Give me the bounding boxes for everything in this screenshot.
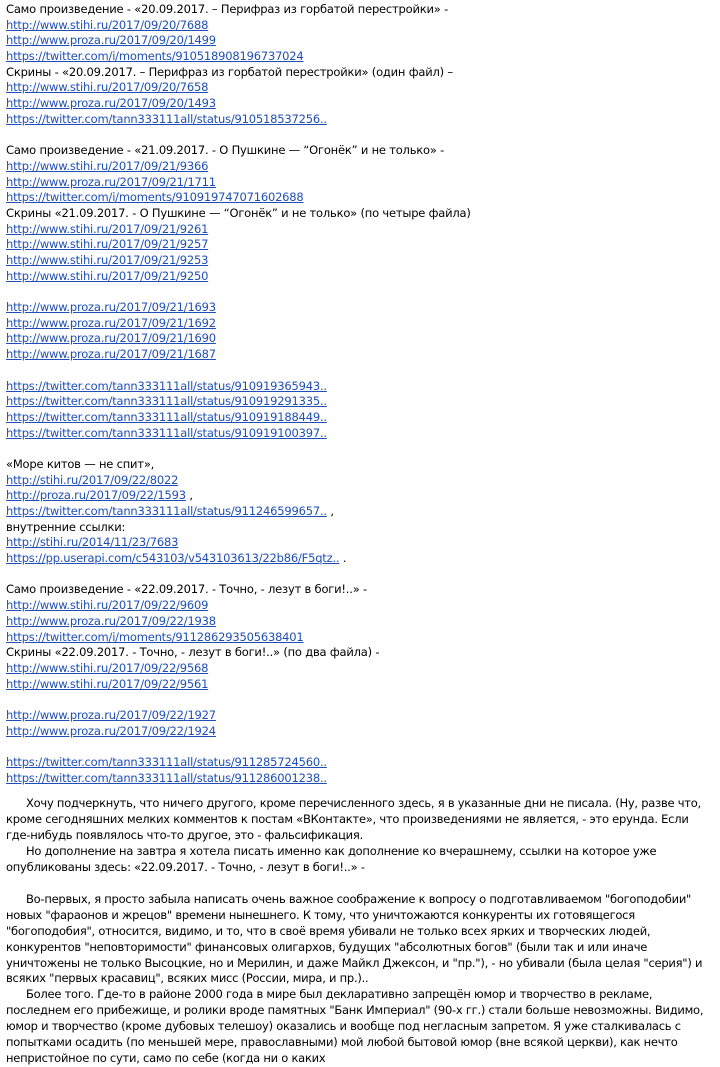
hyperlink[interactable]: http://www.proza.ru/2017/09/21/1711: [6, 174, 216, 189]
body-paragraph: Во-первых, я просто забыла написать очень важное соображение к вопросу о подготавливаемом "богоподобии" новых "фараонов и жрецов" времени нынешнего. К тому, что уничтожаются конкуренты их готовящегося "богоподобия", относится, видимо, и то, что в своё время убивали не только всех ярких и творческих людей, конкурентов "неповторимости" финансовых олигархов, будущих "абсолютных богов" (были так и или иначе уничтожены не только Высоцкие, но и Мерилин, и даже Майкл Джексон, и "пр."), - но убивали (была целая "серия") и всяких "первых красавиц", всяких мисс (России, мира, и пр.)..: [6, 891, 703, 986]
link-line: [6, 159, 714, 175]
text-line: [6, 520, 714, 536]
link-line: [6, 80, 714, 96]
link-line: [6, 331, 714, 347]
link-line: [6, 18, 714, 34]
hyperlink[interactable]: http://www.proza.ru/2017/09/22/1924: [6, 723, 216, 738]
hyperlink[interactable]: http://stihi.ru/2017/09/22/8022: [6, 472, 179, 487]
link-line: [6, 661, 714, 677]
link-list: [6, 2, 714, 786]
hyperlink[interactable]: http://proza.ru/2017/09/22/1593: [6, 488, 186, 503]
link-line: [6, 394, 714, 410]
link-line: [6, 614, 714, 630]
blank-line: [6, 739, 714, 755]
hyperlink[interactable]: https://twitter.com/tann333111all/status/910919100397..: [6, 425, 327, 440]
link-suffix: ,: [326, 504, 334, 518]
text-line: [6, 143, 714, 159]
hyperlink[interactable]: https://twitter.com/tann333111all/status/910919291335..: [6, 394, 327, 409]
body-paragraph: Но дополнение на завтра я хотела писать именно как дополнение ко вчерашнему, ссылки на которое уже опубликованы здесь: «22.09.2017. - Точно, - лезут в боги!..» -: [6, 844, 657, 874]
link-line: [6, 473, 714, 489]
link-line: [6, 677, 714, 693]
link-line: [6, 755, 714, 771]
hyperlink[interactable]: https://twitter.com/i/moments/911286293505638401: [6, 629, 304, 644]
text-line: [6, 206, 714, 222]
link-line: [6, 535, 714, 551]
link-line: [6, 33, 714, 49]
hyperlink[interactable]: http://www.proza.ru/2017/09/21/1690: [6, 331, 216, 346]
line-text: Скрины «22.09.2017. - Точно, - лезут в боги!..» (по два файла) -: [6, 645, 380, 660]
hyperlink[interactable]: https://twitter.com/tann333111all/status/910919188449..: [6, 409, 327, 424]
hyperlink[interactable]: http://www.stihi.ru/2017/09/21/9253: [6, 253, 209, 267]
link-line: [6, 112, 714, 128]
hyperlink[interactable]: http://www.stihi.ru/2017/09/21/9366: [6, 158, 209, 173]
link-line: [6, 708, 714, 724]
link-line: [6, 347, 714, 363]
hyperlink[interactable]: http://www.proza.ru/2017/09/20/1493: [6, 96, 216, 111]
hyperlink[interactable]: https://twitter.com/tann333111all/status/910919365943..: [6, 378, 327, 393]
blank-line: [6, 284, 714, 300]
line-text: Скрины - «20.09.2017. – Перифраз из горбатой перестройки» (один файл) –: [6, 64, 453, 79]
link-suffix: .: [339, 551, 347, 566]
hyperlink[interactable]: http://www.stihi.ru/2017/09/21/9257: [6, 237, 209, 252]
hyperlink[interactable]: http://www.stihi.ru/2017/09/22/9568: [6, 660, 209, 675]
hyperlink[interactable]: http://www.stihi.ru/2017/09/22/9561: [6, 676, 209, 691]
link-line: [6, 630, 714, 646]
hyperlink[interactable]: https://twitter.com/tann333111all/status/911285724560..: [6, 755, 327, 769]
link-line: [6, 551, 714, 567]
line-text: «Море китов — не спит»,: [6, 456, 155, 471]
body-paragraph: Более того. Где-то в районе 2000 года в мире был декларативно запрещён юмор и творчество в рекламе, последнем его прибежище, и ролики вроде памятных "Банк Империал" (90-х гг.) стали больше невозможны. Видимо, юмор и творчество (кроме дубовых телешоу) оказались и вообще под негласным запретом. Я уже сталкивалась с попытками осадить (по меньшей мере, православными) мой любой бытовой юмор (вне всякой церкви), как нечто непристойное по сути, само по себе (когда ни о каких: [6, 987, 704, 1065]
hyperlink[interactable]: https://twitter.com/tann333111all/status/910518537256..: [6, 111, 327, 126]
line-text: Само произведение - «22.09.2017. - Точно, - лезут в боги!..» -: [6, 582, 367, 597]
hyperlink[interactable]: http://stihi.ru/2014/11/23/7683: [6, 535, 179, 550]
hyperlink[interactable]: http://www.proza.ru/2017/09/22/1927: [6, 707, 216, 722]
link-line: [6, 426, 714, 442]
line-text: Само произведение - «20.09.2017. – Перифраз из горбатой перестройки» -: [6, 2, 449, 16]
link-line: [6, 300, 714, 316]
link-line: [6, 237, 714, 253]
link-line: [6, 771, 714, 787]
text-line: [6, 2, 714, 18]
link-line: [6, 410, 714, 426]
blank-line: [6, 567, 714, 583]
text-line: [6, 582, 714, 598]
link-line: [6, 269, 714, 285]
link-line: [6, 190, 714, 206]
hyperlink[interactable]: http://www.proza.ru/2017/09/20/1499: [6, 33, 216, 48]
link-line: [6, 222, 714, 238]
body-paragraph: Хочу подчеркнуть, что ничего другого, кроме перечисленного здесь, я в указанные дни не писала. (Ну, разве что, кроме сегодняшних мелких комментов к постам «ВКонтакте», что произведениями не является, - это ерунда. Если где-нибудь появлялось что-то другое, это - фальсификация.: [6, 796, 701, 843]
hyperlink[interactable]: http://www.proza.ru/2017/09/21/1693: [6, 300, 216, 315]
hyperlink[interactable]: https://twitter.com/tann333111all/status/911286001238..: [6, 770, 327, 785]
prose-section: [6, 796, 714, 1067]
line-text: внутренние ссылки:: [6, 519, 126, 534]
blank-line: [6, 128, 714, 144]
text-line: [6, 457, 714, 473]
link-line: [6, 253, 714, 269]
hyperlink[interactable]: https://twitter.com/tann333111all/status/911246599657..: [6, 504, 327, 518]
hyperlink[interactable]: https://twitter.com/i/moments/910518908196737024: [6, 49, 304, 64]
text-line: [6, 65, 714, 81]
hyperlink[interactable]: http://www.proza.ru/2017/09/21/1692: [6, 315, 216, 330]
hyperlink[interactable]: http://www.stihi.ru/2017/09/21/9250: [6, 268, 209, 283]
line-text: Скрины «21.09.2017. - О Пушкине — “Огонёк” и не только» (по четыре файла): [6, 205, 471, 220]
link-line: [6, 175, 714, 191]
link-suffix: ,: [185, 488, 193, 503]
blank-line: [6, 692, 714, 708]
link-line: [6, 316, 714, 332]
link-line: [6, 724, 714, 740]
link-line: [6, 96, 714, 112]
hyperlink[interactable]: http://www.proza.ru/2017/09/22/1938: [6, 613, 216, 628]
hyperlink[interactable]: http://www.stihi.ru/2017/09/21/9261: [6, 221, 209, 236]
hyperlink[interactable]: http://www.stihi.ru/2017/09/20/7688: [6, 17, 209, 32]
text-line: [6, 645, 714, 661]
line-text: Само произведение - «21.09.2017. - О Пушкине — “Огонёк” и не только» -: [6, 143, 445, 158]
link-line: [6, 49, 714, 65]
blank-line: [6, 363, 714, 379]
link-line: [6, 488, 714, 504]
link-line: [6, 379, 714, 395]
link-line: [6, 504, 714, 520]
hyperlink[interactable]: https://pp.userapi.com/c543103/v543103613/22b86/F5qtz..: [6, 551, 340, 566]
hyperlink[interactable]: http://www.proza.ru/2017/09/21/1687: [6, 347, 216, 362]
blank-line: [6, 441, 714, 457]
hyperlink[interactable]: http://www.stihi.ru/2017/09/20/7658: [6, 80, 209, 95]
link-line: [6, 598, 714, 614]
hyperlink[interactable]: https://twitter.com/i/moments/910919747071602688: [6, 190, 304, 205]
hyperlink[interactable]: http://www.stihi.ru/2017/09/22/9609: [6, 598, 209, 613]
